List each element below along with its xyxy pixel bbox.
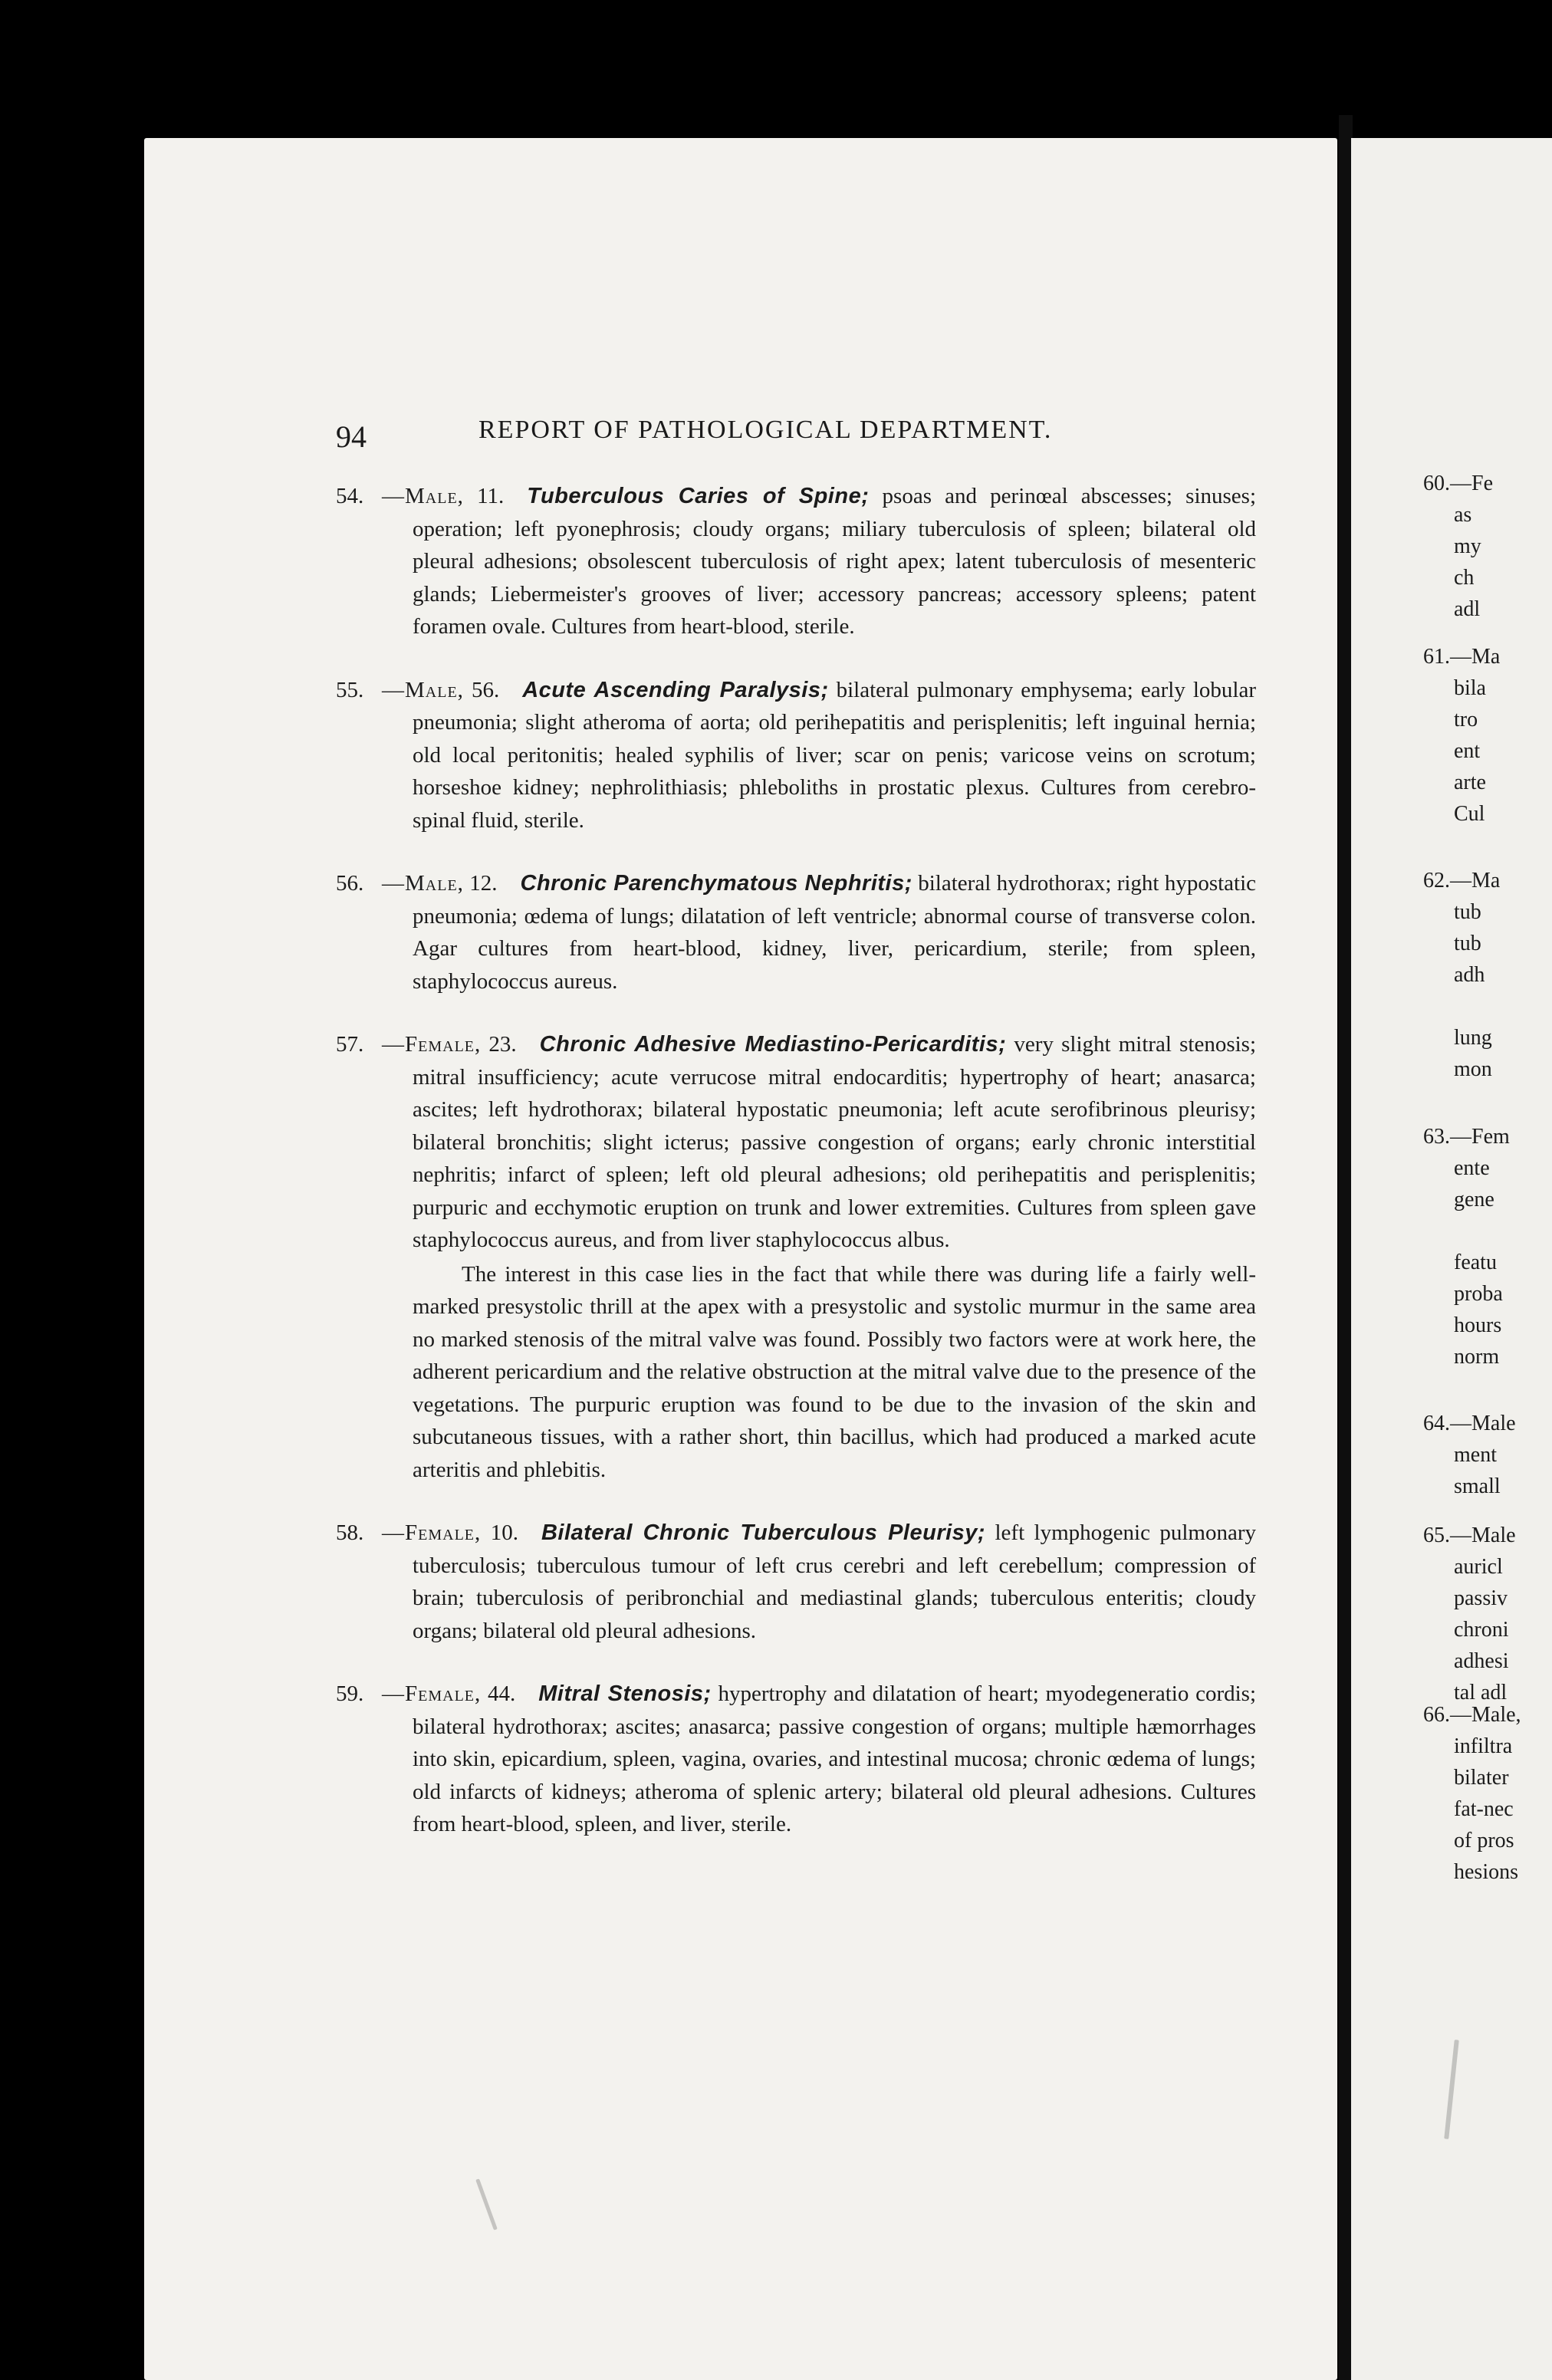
fragment-line: lung bbox=[1454, 1026, 1492, 1050]
case-diagnosis: Acute Ascending Paralysis; bbox=[522, 677, 829, 702]
fragment-entry-66 bbox=[1423, 1699, 1521, 1888]
fragment-line: ente bbox=[1454, 1156, 1490, 1180]
fragment-line: bila bbox=[1454, 676, 1486, 700]
fragment-label: 60.—Fe bbox=[1423, 472, 1493, 495]
case-diagnosis: Chronic Adhesive Mediastino-Pericarditis; bbox=[539, 1032, 1007, 1057]
case-findings: hypertrophy and dilatation of heart; myodegeneratio cordis; bilateral hydrothorax; ascites; anasarca; passive congestion of organs; multiple hæmorrhages into skin, epicardium, spleen, vagina, ovaries, and intestinal mucosa; chronic œdema of lungs; old infarcts of kidneys; atheroma of splenic artery; bilateral old pleural adhesions. Cultures from heart-blood, spleen, and liver, sterile. bbox=[413, 1681, 1257, 1836]
fragment-line: adh bbox=[1454, 963, 1485, 987]
fragment-line: infiltra bbox=[1454, 1734, 1513, 1758]
case-number: 57. bbox=[336, 1032, 364, 1057]
facing-page-fragments bbox=[1423, 460, 1552, 1884]
fragment-line: hesions bbox=[1454, 1860, 1518, 1884]
fragment-line: ment bbox=[1454, 1443, 1497, 1467]
case-entry-59 bbox=[336, 1678, 1256, 1841]
case-sex: —Female, bbox=[382, 1032, 482, 1057]
fragment-entry-64 bbox=[1423, 1408, 1516, 1502]
case-age: 12. bbox=[469, 871, 498, 896]
case-age: 11. bbox=[477, 484, 505, 508]
fragment-line: small bbox=[1454, 1474, 1501, 1498]
case-list bbox=[336, 480, 1256, 1872]
case-diagnosis: Bilateral Chronic Tuberculous Pleurisy; bbox=[541, 1520, 986, 1545]
fragment-entry-65 bbox=[1423, 1520, 1516, 1708]
fragment-line: tal adl bbox=[1454, 1681, 1508, 1704]
case-diagnosis: Chronic Parenchymatous Nephritis; bbox=[520, 871, 912, 896]
case-age: 44. bbox=[488, 1681, 516, 1706]
fragment-line: Cul bbox=[1454, 802, 1485, 826]
fragment-line: arte bbox=[1454, 771, 1486, 794]
case-findings: psoas and perinœal abscesses; sinuses; operation; left pyonephrosis; cloudy organs; miliary tuberculosis of spleen; bilateral old pleural adhesions; obsolescent tuberculosis of right apex; latent tuberculosis of mesenteric glands; Liebermeister's grooves of liver; accessory pancreas; accessory spleens; patent foramen ovale. Cultures from heart-blood, sterile. bbox=[413, 484, 1256, 639]
case-findings: very slight mitral stenosis; mitral insufficiency; acute verrucose mitral endocarditis; hypertrophy of heart; anasarca; ascites; left hydrothorax; bilateral hypostatic pneumonia; left acute serofibrinous pleurisy; bilateral bronchitis; slight icterus; passive congestion of organs; early chronic interstitial nephritis; infarct of spleen; left old pleural adhesions; old perihepatitis and perisplenitis; purpuric and ecchymotic eruption on trunk and lower extremities. Cultures from spleen gave staphylococcus aureus, and from liver staphylococcus albus. bbox=[413, 1032, 1257, 1252]
case-diagnosis: Tuberculous Caries of Spine; bbox=[527, 484, 870, 508]
fragment-entry-62 bbox=[1423, 865, 1500, 1085]
case-sex: —Female, bbox=[382, 1681, 482, 1706]
case-findings: bilateral hydrothorax; right hypostatic pneumonia; œdema of lungs; dilatation of left ventricle; abnormal course of transverse colon. Agar cultures from heart-blood, kidney, liver, pericardium, sterile; from spleen, staphylococcus aureus. bbox=[413, 871, 1257, 994]
fragment-entry-63 bbox=[1423, 1121, 1510, 1372]
fragment-line: bilater bbox=[1454, 1766, 1509, 1790]
case-age: 23. bbox=[488, 1032, 517, 1057]
case-number: 58. bbox=[336, 1520, 364, 1545]
case-number: 56. bbox=[336, 871, 364, 896]
fragment-line: fat-nec bbox=[1454, 1797, 1514, 1821]
fragment-line: featu bbox=[1454, 1251, 1497, 1274]
fragment-line: passiv bbox=[1454, 1586, 1508, 1610]
fragment-entry-60 bbox=[1423, 468, 1493, 625]
case-diagnosis: Mitral Stenosis; bbox=[538, 1681, 712, 1706]
case-entry-56 bbox=[336, 867, 1256, 998]
case-entry-58 bbox=[336, 1517, 1256, 1647]
fragment-line: adl bbox=[1454, 597, 1481, 621]
fragment-line: ch bbox=[1454, 566, 1475, 590]
case-sex: —Male, bbox=[382, 484, 464, 508]
case-age: 10. bbox=[490, 1520, 518, 1545]
fragment-line: gene bbox=[1454, 1188, 1494, 1211]
page-header bbox=[336, 413, 1333, 459]
fragment-label: 66.—Male, bbox=[1423, 1703, 1521, 1727]
fragment-label: 61.—Ma bbox=[1423, 645, 1501, 669]
fragment-line: ent bbox=[1454, 739, 1481, 763]
fragment-line: hours bbox=[1454, 1313, 1502, 1337]
case-number: 54. bbox=[336, 484, 364, 508]
fragment-line: auricl bbox=[1454, 1555, 1503, 1579]
case-age: 56. bbox=[471, 677, 500, 702]
case-number: 55. bbox=[336, 677, 364, 702]
fragment-line: proba bbox=[1454, 1282, 1503, 1306]
fragment-line: my bbox=[1454, 534, 1481, 558]
fragment-label: 62.—Ma bbox=[1423, 869, 1501, 893]
case-entry-57 bbox=[336, 1028, 1256, 1257]
fragment-line bbox=[1423, 1215, 1510, 1247]
fragment-line bbox=[1423, 991, 1500, 1022]
case-findings: left lymphogenic pulmonary tuberculosis; tuberculous tumour of left crus cerebri and left cerebellum; compression of brain; tuberculosis of peribronchial and mediastinal glands; tuberculous enteritis; cloudy organs; bilateral old pleural adhesions. bbox=[413, 1520, 1257, 1643]
fragment-line: mon bbox=[1454, 1057, 1492, 1081]
fragment-line: of pros bbox=[1454, 1829, 1514, 1852]
fragment-label: 64.—Male bbox=[1423, 1412, 1516, 1435]
case-entry-55 bbox=[336, 674, 1256, 837]
fragment-line: as bbox=[1454, 503, 1472, 527]
case-number: 59. bbox=[336, 1681, 364, 1706]
fragment-line: tro bbox=[1454, 708, 1478, 731]
running-title: REPORT OF PATHOLOGICAL DEPARTMENT. bbox=[478, 416, 1053, 444]
case-findings: bilateral pulmonary emphysema; early lobular pneumonia; slight atheroma of aorta; old perihepatitis and perisplenitis; left inguinal hernia; old local peritonitis; healed syphilis of liver; scar on penis; varicose veins on scrotum; horseshoe kidney; nephrolithiasis; phleboliths in prostatic plexus. Cultures from cerebro-spinal fluid, sterile. bbox=[413, 677, 1256, 833]
fragment-label: 63.—Fem bbox=[1423, 1125, 1510, 1149]
fragment-line: chroni bbox=[1454, 1618, 1509, 1642]
fragment-line: tub bbox=[1454, 932, 1481, 955]
fragment-line: adhesi bbox=[1454, 1649, 1509, 1673]
case-sex: —Male, bbox=[382, 871, 464, 896]
fragment-line: tub bbox=[1454, 900, 1481, 924]
case-entry-54 bbox=[336, 480, 1256, 643]
case-57-discussion: The interest in this case lies in the fact that while there was during life a fairly well-marked presystolic thrill at the apex with a presystolic and systolic murmur in the same area no marked stenosis of the mitral valve was found. Possibly two factors were at work here, the adherent pericardium and the relative obstruction at the mitral valve due to the presence of the vegetations. The purpuric eruption was found to be due to the invasion of the skin and subcutaneous tissues, with a rather short, thin bacillus, which had produced a marked acute arteritis and phlebitis. bbox=[413, 1261, 1256, 1482]
case-sex: —Male, bbox=[382, 677, 464, 702]
fragment-label: 65.—Male bbox=[1423, 1524, 1516, 1547]
fragment-entry-61 bbox=[1423, 641, 1500, 830]
page-number: 94 bbox=[336, 419, 367, 454]
case-sex: —Female, bbox=[382, 1520, 482, 1545]
fragment-line: norm bbox=[1454, 1345, 1500, 1369]
